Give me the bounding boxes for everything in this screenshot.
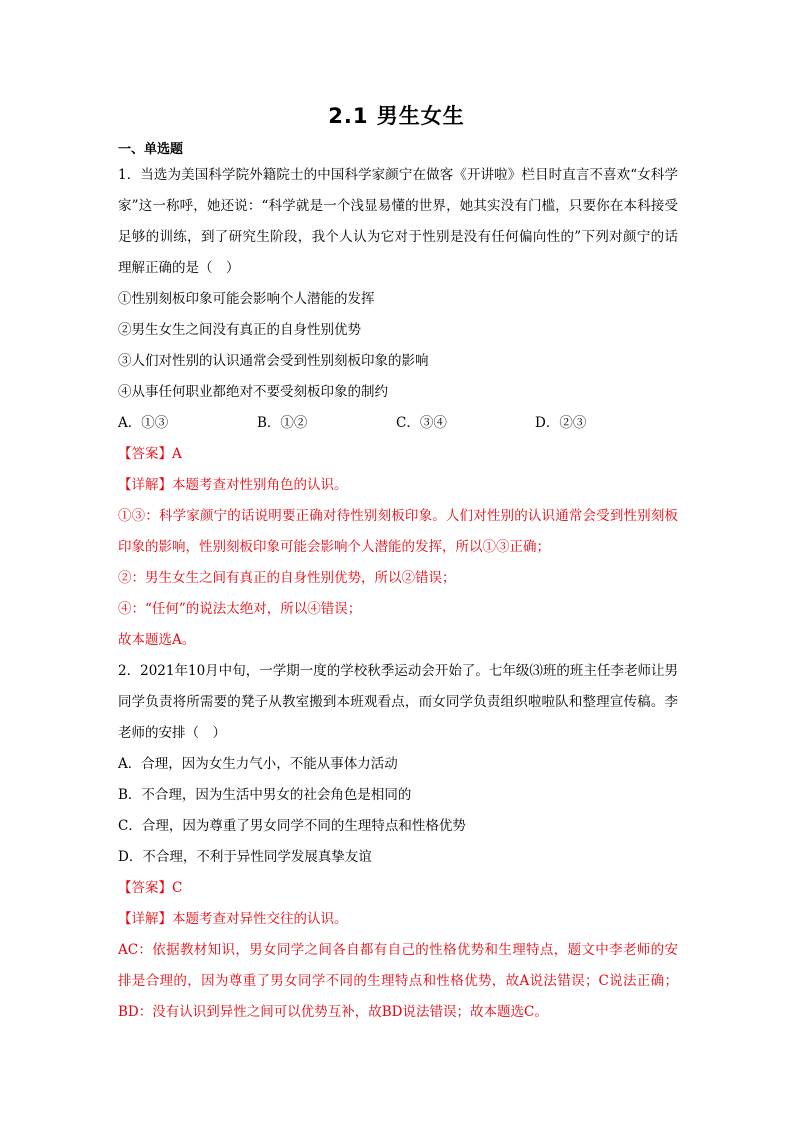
question-1-item: ①性别刻板印象可能会影响个人潜能的发挥	[118, 291, 375, 307]
option-c: C．③④	[396, 415, 447, 431]
question-2-stem: 2．2021年10月中旬，一学期一度的学校秋季运动会开始了。七年级⑶班的班主任李老师让男同学负责将所需要的凳子从教室搬到本班观看点，而女同学负责组织啦啦队和整理宣传稿。李老师的安排（ ）	[118, 663, 678, 741]
question-2-option-c: C．合理，因为尊重了男女同学不同的生理特点和性格优势	[118, 818, 466, 834]
question-2-explanation: AC：依据教材知识，男女同学之间各自都有自己的性格优势和生理特点，题文中李老师的安排是合理的，因为尊重了男女同学不同的生理特点和性格优势，故A说法错误；C说法正确；BD：没有认识到异性之间可以优势互补，故BD说法错误；故本题选C。	[118, 942, 678, 1020]
page-title: 2.1 男生女生	[328, 104, 465, 128]
section-heading: 一、单选题	[118, 142, 184, 157]
question-1-item: ③人们对性别的认识通常会受到性别刻板印象的影响	[118, 353, 429, 369]
question-1-options	[118, 408, 678, 439]
option-a: A．①③	[118, 415, 169, 431]
question-1-item: ②男生女生之间没有真正的自身性别优势	[118, 322, 361, 338]
question-1-answer: 【答案】A	[118, 446, 182, 462]
question-content	[118, 160, 678, 1028]
question-2-answer: 【答案】C	[118, 880, 183, 896]
question-2-detail: 【详解】本题考查对异性交往的认识。	[118, 911, 348, 927]
question-1-explanation: ②：男生女生之间有真正的自身性别优势，所以②错误；	[118, 570, 456, 586]
option-b: B．①②	[257, 415, 308, 431]
question-2-option-d: D．不合理，不利于异性同学发展真挚友谊	[118, 849, 372, 865]
question-1-item: ④从事任何职业都绝对不要受刻板印象的制约	[118, 384, 388, 400]
question-2-option-a: A．合理，因为女生力气小，不能从事体力活动	[118, 756, 398, 772]
question-1-conclusion: 故本题选A。	[118, 632, 196, 648]
question-1-explanation: ①③：科学家颜宁的话说明要正确对待性别刻板印象。人们对性别的认识通常会受到性别刻板印象的影响，性别刻板印象可能会影响个人潜能的发挥，所以①③正确；	[118, 508, 678, 555]
question-1-detail: 【详解】本题考查对性别角色的认识。	[118, 477, 348, 493]
question-1-stem: 1．当选为美国科学院外籍院士的中国科学家颜宁在做客《开讲啦》栏目时直言不喜欢“女科学家”这一称呼，她还说：“科学就是一个浅显易懂的世界，她其实没有门槛，只要你在本科接受足够的训练，到了研究生阶段，我个人认为它对于性别是没有任何偏向性的”下列对颜宁的话理解正确的是（ ）	[118, 167, 678, 276]
question-2-option-b: B．不合理，因为生活中男女的社会角色是相同的	[118, 787, 412, 803]
question-1-explanation: ④：“任何”的说法太绝对，所以④错误；	[118, 601, 362, 617]
option-d: D．②③	[535, 415, 587, 431]
